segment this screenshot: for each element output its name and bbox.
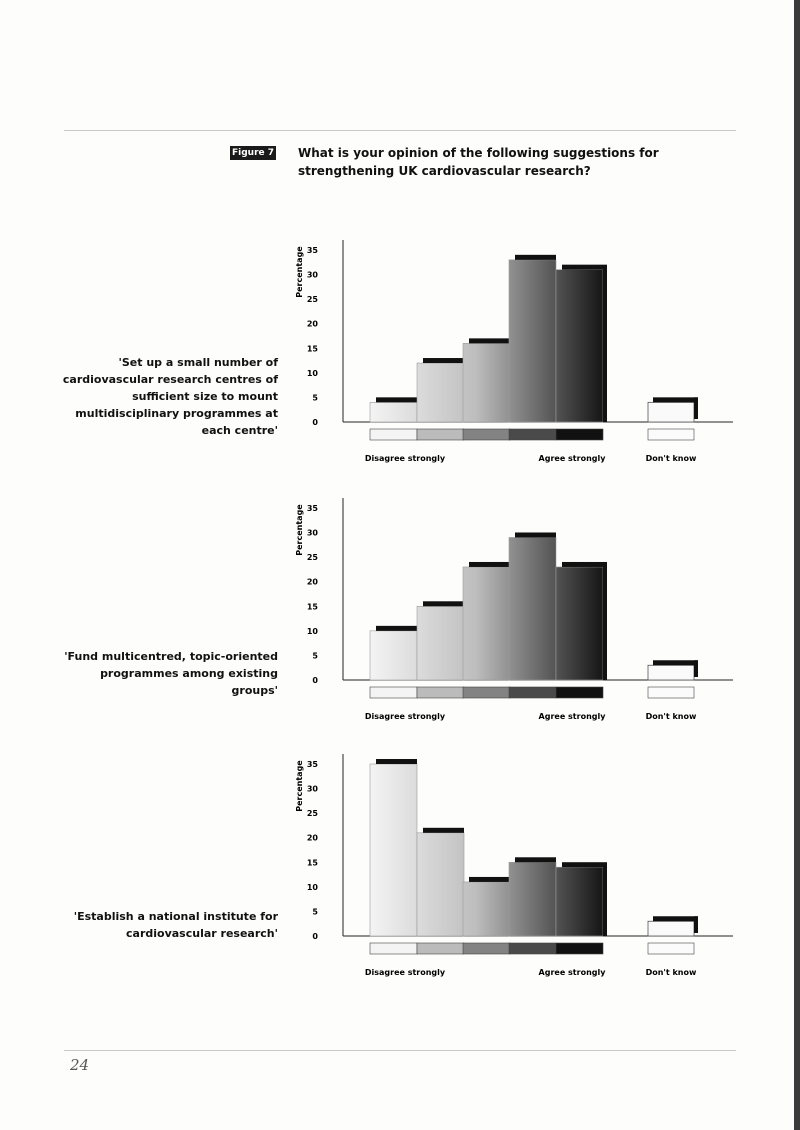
legend-swatch: [417, 943, 464, 954]
legend-swatch: [509, 943, 556, 954]
bar-top-shadow: [376, 626, 417, 631]
bar-top-shadow: [423, 601, 464, 606]
bar: [556, 867, 603, 936]
y-tick-label: 20: [306, 833, 318, 843]
bar-top-shadow: [653, 397, 698, 402]
scale-label-dont-know: Don't know: [645, 968, 697, 977]
bar: [370, 402, 417, 422]
bar-dont-know: [648, 665, 694, 680]
y-tick-label: 0: [312, 418, 318, 427]
y-tick-label: 0: [312, 932, 318, 941]
y-tick-label: 5: [312, 907, 318, 917]
bar: [417, 363, 464, 422]
y-tick-label: 10: [306, 626, 318, 636]
bar-top-shadow: [562, 265, 603, 270]
legend-swatch: [556, 943, 603, 954]
bar-side-shadow: [694, 916, 698, 933]
y-tick-label: 20: [306, 319, 318, 329]
bar: [417, 833, 464, 936]
y-tick-label: 30: [306, 784, 318, 794]
y-tick-label: 25: [306, 553, 318, 563]
y-tick-label: 30: [306, 528, 318, 538]
bar-top-shadow: [423, 828, 464, 833]
y-tick-label: 20: [306, 577, 318, 587]
legend-swatch: [370, 943, 417, 954]
y-tick-label: 15: [306, 858, 318, 868]
bar: [463, 882, 510, 936]
bar-chart: [0, 746, 800, 986]
bar-side-shadow: [603, 562, 607, 680]
legend-swatch: [556, 429, 603, 440]
bar: [370, 764, 417, 936]
bar-top-shadow: [423, 358, 464, 363]
bar: [556, 567, 603, 680]
bar: [417, 606, 464, 680]
y-tick-label: 10: [306, 882, 318, 892]
chart-caption: 'Set up a small number of cardiovascular research centres of sufficient size to mount multidisciplinary programmes at each centre': [62, 356, 278, 437]
y-tick-label: 35: [306, 504, 318, 513]
legend-swatch: [463, 687, 510, 698]
bar-chart: [0, 490, 800, 730]
bar: [463, 567, 510, 680]
bar: [509, 862, 556, 936]
scale-label-dont-know: Don't know: [645, 454, 697, 463]
bar-side-shadow: [603, 265, 607, 422]
bar-top-shadow: [515, 532, 556, 537]
y-tick-label: 25: [306, 809, 318, 819]
legend-swatch: [509, 429, 556, 440]
legend-swatch: [417, 429, 464, 440]
bar-side-shadow: [694, 397, 698, 419]
bar-dont-know: [648, 402, 694, 422]
y-tick-label: 15: [306, 344, 318, 354]
scale-label-right: Agree strongly: [538, 712, 606, 721]
bar-top-shadow: [469, 877, 510, 882]
legend-swatch-dont-know: [648, 687, 694, 698]
bar-top-shadow: [653, 916, 698, 921]
scale-label-dont-know: Don't know: [645, 712, 697, 721]
page-number: 24: [70, 1056, 90, 1074]
legend-swatch: [556, 687, 603, 698]
bar: [463, 343, 510, 422]
bar-top-shadow: [515, 857, 556, 862]
bar-top-shadow: [515, 255, 556, 260]
y-tick-label: 25: [306, 295, 318, 305]
legend-swatch: [370, 429, 417, 440]
bar: [556, 270, 603, 422]
legend-swatch: [463, 943, 510, 954]
y-axis-label: Percentage: [295, 760, 304, 812]
legend-swatch: [463, 429, 510, 440]
bar-side-shadow: [694, 660, 698, 677]
y-tick-label: 5: [312, 393, 318, 403]
bar: [370, 631, 417, 680]
bar: [509, 537, 556, 680]
bar-top-shadow: [653, 660, 698, 665]
y-axis-label: Percentage: [295, 246, 304, 298]
bottom-rule: [64, 1050, 736, 1051]
bar-top-shadow: [469, 562, 510, 567]
bar-top-shadow: [562, 862, 603, 867]
bar-top-shadow: [469, 338, 510, 343]
y-tick-label: 15: [306, 602, 318, 612]
y-tick-label: 10: [306, 368, 318, 378]
y-tick-label: 0: [312, 676, 318, 685]
bar-chart: [0, 232, 800, 472]
legend-swatch: [417, 687, 464, 698]
y-axis-label: Percentage: [295, 504, 304, 556]
bar: [509, 260, 556, 422]
chart-caption: 'Fund multicentred, topic-oriented programmes among existing groups': [64, 650, 278, 697]
bar-dont-know: [648, 921, 694, 936]
y-tick-label: 5: [312, 651, 318, 661]
figure-title: What is your opinion of the following suggestions for strengthening UK cardiovascular research?: [298, 146, 659, 178]
y-tick-label: 35: [306, 246, 318, 255]
chart-caption: 'Establish a national institute for cardiovascular research': [73, 910, 278, 940]
bar-top-shadow: [562, 562, 603, 567]
scale-label-right: Agree strongly: [538, 968, 606, 977]
bar-side-shadow: [603, 862, 607, 936]
top-rule: [64, 130, 736, 131]
y-tick-label: 35: [306, 760, 318, 769]
bar-top-shadow: [376, 397, 417, 402]
scale-label-left: Disagree strongly: [364, 454, 446, 463]
legend-swatch: [370, 687, 417, 698]
scale-label-left: Disagree strongly: [364, 712, 446, 721]
y-tick-label: 30: [306, 270, 318, 280]
scale-label-left: Disagree strongly: [364, 968, 446, 977]
bar-top-shadow: [376, 759, 417, 764]
legend-swatch: [509, 687, 556, 698]
figure-label: Figure 7: [231, 148, 275, 158]
legend-swatch-dont-know: [648, 943, 694, 954]
scale-label-right: Agree strongly: [538, 454, 606, 463]
legend-swatch-dont-know: [648, 429, 694, 440]
